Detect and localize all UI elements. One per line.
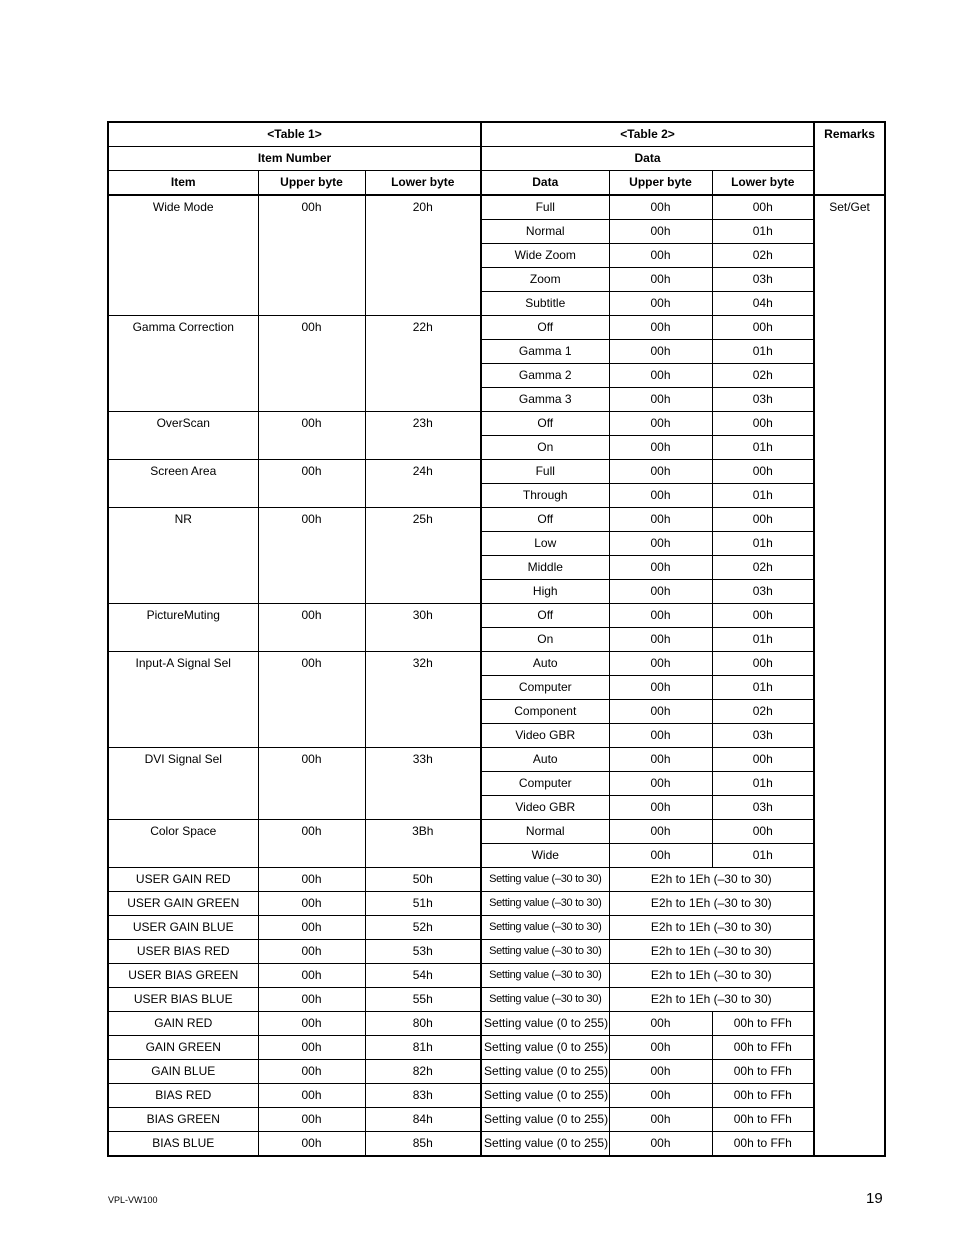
item-upper-byte: 00h: [258, 892, 365, 916]
table-row: [108, 748, 885, 772]
data-upper-byte: 00h: [609, 388, 712, 412]
item-upper-byte: 00h: [258, 1060, 365, 1084]
item-name: GAIN GREEN: [108, 1036, 258, 1060]
data-value: Zoom: [481, 268, 609, 292]
item-name: NR: [108, 508, 258, 604]
item-name: BIAS GREEN: [108, 1108, 258, 1132]
item-lower-byte: 82h: [365, 1060, 481, 1084]
data-upper-byte: 00h: [609, 460, 712, 484]
item-lower-byte: 33h: [365, 748, 481, 820]
item-name: Screen Area: [108, 460, 258, 508]
item-upper-byte: 00h: [258, 1108, 365, 1132]
item-upper-byte: 00h: [258, 316, 365, 412]
data-lower-byte: 00h: [712, 748, 814, 772]
table-row: [108, 1012, 885, 1036]
table-body: [108, 195, 885, 1156]
data-range: E2h to 1Eh (–30 to 30): [609, 916, 814, 940]
data-lower-byte: 01h: [712, 772, 814, 796]
data-value: Video GBR: [481, 724, 609, 748]
data-value: Off: [481, 412, 609, 436]
data-upper-byte: 00h: [609, 292, 712, 316]
data-upper-byte: 00h: [609, 1108, 712, 1132]
item-name: USER BIAS BLUE: [108, 988, 258, 1012]
data-lower-byte: 03h: [712, 268, 814, 292]
item-name: DVI Signal Sel: [108, 748, 258, 820]
item-lower-byte: 22h: [365, 316, 481, 412]
data-upper-byte: 00h: [609, 1060, 712, 1084]
table-row: [108, 892, 885, 916]
data-value: Full: [481, 460, 609, 484]
data-lower-byte: 00h: [712, 652, 814, 676]
data-upper-byte: 00h: [609, 796, 712, 820]
item-name: USER GAIN RED: [108, 868, 258, 892]
item-name: OverScan: [108, 412, 258, 460]
data-value: Wide Zoom: [481, 244, 609, 268]
item-lower-byte: 50h: [365, 868, 481, 892]
data-lower-byte: 00h: [712, 508, 814, 532]
table-row: [108, 988, 885, 1012]
table-row: [108, 1084, 885, 1108]
data-lower-byte: 01h: [712, 844, 814, 868]
data-lower-byte: 04h: [712, 292, 814, 316]
data-range: E2h to 1Eh (–30 to 30): [609, 868, 814, 892]
data-value: Setting value (0 to 255): [481, 1132, 609, 1157]
item-upper-byte: 00h: [258, 412, 365, 460]
item-upper-byte: 00h: [258, 1036, 365, 1060]
data-header: Data: [481, 147, 814, 171]
item-lower-byte: 83h: [365, 1084, 481, 1108]
table-row: [108, 1060, 885, 1084]
data-lower-byte: 03h: [712, 796, 814, 820]
table-row: [108, 652, 885, 676]
item-lower-byte: 20h: [365, 195, 481, 316]
item-name: Input-A Signal Sel: [108, 652, 258, 748]
data-range: E2h to 1Eh (–30 to 30): [609, 964, 814, 988]
data-value: Full: [481, 195, 609, 220]
item-name: BIAS RED: [108, 1084, 258, 1108]
item-lower-byte: 85h: [365, 1132, 481, 1157]
data-value: Off: [481, 604, 609, 628]
data-lower-byte: 00h: [712, 604, 814, 628]
data-upper-byte: 00h: [609, 220, 712, 244]
data-upper-byte: 00h: [609, 820, 712, 844]
item-name: USER BIAS GREEN: [108, 964, 258, 988]
table-row: [108, 604, 885, 628]
data-upper-byte: 00h: [609, 748, 712, 772]
data-range: E2h to 1Eh (–30 to 30): [609, 940, 814, 964]
data-value: Gamma 3: [481, 388, 609, 412]
data-value: Auto: [481, 652, 609, 676]
item-lower-byte: 25h: [365, 508, 481, 604]
table-row: [108, 1132, 885, 1157]
data-upper-byte: 00h: [609, 364, 712, 388]
data-value: Video GBR: [481, 796, 609, 820]
data-lower-byte: 03h: [712, 388, 814, 412]
table-row: [108, 940, 885, 964]
item-upper-byte: 00h: [258, 1012, 365, 1036]
data-value: Setting value (0 to 255): [481, 1084, 609, 1108]
item-lower-byte: 23h: [365, 412, 481, 460]
data-value: Setting value (–30 to 30): [481, 964, 609, 988]
data-lower-byte: 00h to FFh: [712, 1084, 814, 1108]
col-upper-byte-header: Upper byte: [258, 171, 365, 196]
item-name: USER BIAS RED: [108, 940, 258, 964]
item-number-header: Item Number: [108, 147, 481, 171]
data-upper-byte: 00h: [609, 772, 712, 796]
data-lower-byte: 02h: [712, 364, 814, 388]
data-upper-byte: 00h: [609, 844, 712, 868]
data-lower-byte: 02h: [712, 244, 814, 268]
data-upper-byte: 00h: [609, 1036, 712, 1060]
data-value: Setting value (0 to 255): [481, 1060, 609, 1084]
data-lower-byte: 00h to FFh: [712, 1060, 814, 1084]
item-lower-byte: 54h: [365, 964, 481, 988]
item-lower-byte: 53h: [365, 940, 481, 964]
data-lower-byte: 00h to FFh: [712, 1108, 814, 1132]
item-upper-byte: 00h: [258, 988, 365, 1012]
data-value: Setting value (–30 to 30): [481, 892, 609, 916]
item-lower-byte: 32h: [365, 652, 481, 748]
data-lower-byte: 01h: [712, 676, 814, 700]
data-lower-byte: 00h: [712, 195, 814, 220]
data-value: Auto: [481, 748, 609, 772]
item-name: Color Space: [108, 820, 258, 868]
data-value: Gamma 2: [481, 364, 609, 388]
table-row: [108, 1036, 885, 1060]
data-value: Subtitle: [481, 292, 609, 316]
item-lower-byte: 55h: [365, 988, 481, 1012]
data-lower-byte: 01h: [712, 220, 814, 244]
item-upper-byte: 00h: [258, 652, 365, 748]
data-value: On: [481, 436, 609, 460]
remarks-value: Set/Get: [814, 195, 885, 1156]
table-row: [108, 195, 885, 220]
item-upper-byte: 00h: [258, 460, 365, 508]
data-value: Computer: [481, 772, 609, 796]
item-upper-byte: 00h: [258, 964, 365, 988]
item-upper-byte: 00h: [258, 916, 365, 940]
item-upper-byte: 00h: [258, 820, 365, 868]
data-lower-byte: 00h to FFh: [712, 1036, 814, 1060]
data-lower-byte: 03h: [712, 724, 814, 748]
data-upper-byte: 00h: [609, 316, 712, 340]
footer-model: VPL-VW100: [108, 1195, 158, 1205]
table-row: [108, 412, 885, 436]
table-row: [108, 460, 885, 484]
col-data-lower-byte-header: Lower byte: [712, 171, 814, 196]
data-upper-byte: 00h: [609, 484, 712, 508]
data-upper-byte: 00h: [609, 1132, 712, 1157]
data-value: Through: [481, 484, 609, 508]
item-lower-byte: 30h: [365, 604, 481, 652]
data-value: Middle: [481, 556, 609, 580]
data-upper-byte: 00h: [609, 580, 712, 604]
table-row: [108, 508, 885, 532]
data-lower-byte: 03h: [712, 580, 814, 604]
table2-title: <Table 2>: [481, 122, 814, 147]
data-value: Computer: [481, 676, 609, 700]
data-value: Gamma 1: [481, 340, 609, 364]
data-value: Setting value (–30 to 30): [481, 868, 609, 892]
data-upper-byte: 00h: [609, 508, 712, 532]
item-lower-byte: 24h: [365, 460, 481, 508]
item-name: GAIN BLUE: [108, 1060, 258, 1084]
data-lower-byte: 00h to FFh: [712, 1012, 814, 1036]
data-value: High: [481, 580, 609, 604]
data-lower-byte: 00h: [712, 460, 814, 484]
item-upper-byte: 00h: [258, 868, 365, 892]
table-row: [108, 820, 885, 844]
col-data-header: Data: [481, 171, 609, 196]
data-lower-byte: 00h to FFh: [712, 1132, 814, 1157]
data-lower-byte: 01h: [712, 340, 814, 364]
command-table: [107, 121, 886, 1157]
data-value: Normal: [481, 820, 609, 844]
data-lower-byte: 00h: [712, 820, 814, 844]
item-upper-byte: 00h: [258, 940, 365, 964]
data-value: Setting value (0 to 255): [481, 1108, 609, 1132]
col-data-upper-byte-header: Upper byte: [609, 171, 712, 196]
data-upper-byte: 00h: [609, 340, 712, 364]
remarks-header: Remarks: [814, 122, 885, 195]
data-upper-byte: 00h: [609, 195, 712, 220]
data-upper-byte: 00h: [609, 412, 712, 436]
item-name: USER GAIN GREEN: [108, 892, 258, 916]
data-value: Off: [481, 316, 609, 340]
data-value: Component: [481, 700, 609, 724]
data-upper-byte: 00h: [609, 676, 712, 700]
col-lower-byte-header: Lower byte: [365, 171, 481, 196]
data-value: Off: [481, 508, 609, 532]
data-value: Setting value (–30 to 30): [481, 988, 609, 1012]
data-value: Wide: [481, 844, 609, 868]
data-upper-byte: 00h: [609, 700, 712, 724]
table-row: [108, 1108, 885, 1132]
table-row: [108, 916, 885, 940]
data-upper-byte: 00h: [609, 556, 712, 580]
data-value: Low: [481, 532, 609, 556]
item-lower-byte: 3Bh: [365, 820, 481, 868]
item-name: Wide Mode: [108, 195, 258, 316]
data-upper-byte: 00h: [609, 604, 712, 628]
data-range: E2h to 1Eh (–30 to 30): [609, 988, 814, 1012]
item-name: BIAS BLUE: [108, 1132, 258, 1157]
data-value: Normal: [481, 220, 609, 244]
data-range: E2h to 1Eh (–30 to 30): [609, 892, 814, 916]
item-upper-byte: 00h: [258, 1084, 365, 1108]
data-upper-byte: 00h: [609, 532, 712, 556]
item-upper-byte: 00h: [258, 195, 365, 316]
data-lower-byte: 02h: [712, 556, 814, 580]
item-name: GAIN RED: [108, 1012, 258, 1036]
data-lower-byte: 02h: [712, 700, 814, 724]
data-value: Setting value (–30 to 30): [481, 916, 609, 940]
item-upper-byte: 00h: [258, 604, 365, 652]
data-upper-byte: 00h: [609, 652, 712, 676]
data-upper-byte: 00h: [609, 268, 712, 292]
page-number: 19: [866, 1190, 883, 1207]
item-upper-byte: 00h: [258, 1132, 365, 1157]
data-upper-byte: 00h: [609, 244, 712, 268]
data-upper-byte: 00h: [609, 436, 712, 460]
data-upper-byte: 00h: [609, 1012, 712, 1036]
item-lower-byte: 51h: [365, 892, 481, 916]
table-row: [108, 316, 885, 340]
data-lower-byte: 01h: [712, 436, 814, 460]
col-item-header: Item: [108, 171, 258, 196]
item-name: PictureMuting: [108, 604, 258, 652]
item-lower-byte: 84h: [365, 1108, 481, 1132]
data-upper-byte: 00h: [609, 628, 712, 652]
data-lower-byte: 01h: [712, 532, 814, 556]
data-upper-byte: 00h: [609, 724, 712, 748]
data-lower-byte: 00h: [712, 316, 814, 340]
data-lower-byte: 01h: [712, 484, 814, 508]
item-upper-byte: 00h: [258, 748, 365, 820]
item-name: USER GAIN BLUE: [108, 916, 258, 940]
data-lower-byte: 01h: [712, 628, 814, 652]
item-lower-byte: 80h: [365, 1012, 481, 1036]
item-lower-byte: 52h: [365, 916, 481, 940]
table1-title: <Table 1>: [108, 122, 481, 147]
data-value: Setting value (–30 to 30): [481, 940, 609, 964]
item-lower-byte: 81h: [365, 1036, 481, 1060]
table-row: [108, 868, 885, 892]
data-lower-byte: 00h: [712, 412, 814, 436]
item-name: Gamma Correction: [108, 316, 258, 412]
data-upper-byte: 00h: [609, 1084, 712, 1108]
table-row: [108, 964, 885, 988]
item-upper-byte: 00h: [258, 508, 365, 604]
data-value: On: [481, 628, 609, 652]
data-value: Setting value (0 to 255): [481, 1036, 609, 1060]
data-value: Setting value (0 to 255): [481, 1012, 609, 1036]
